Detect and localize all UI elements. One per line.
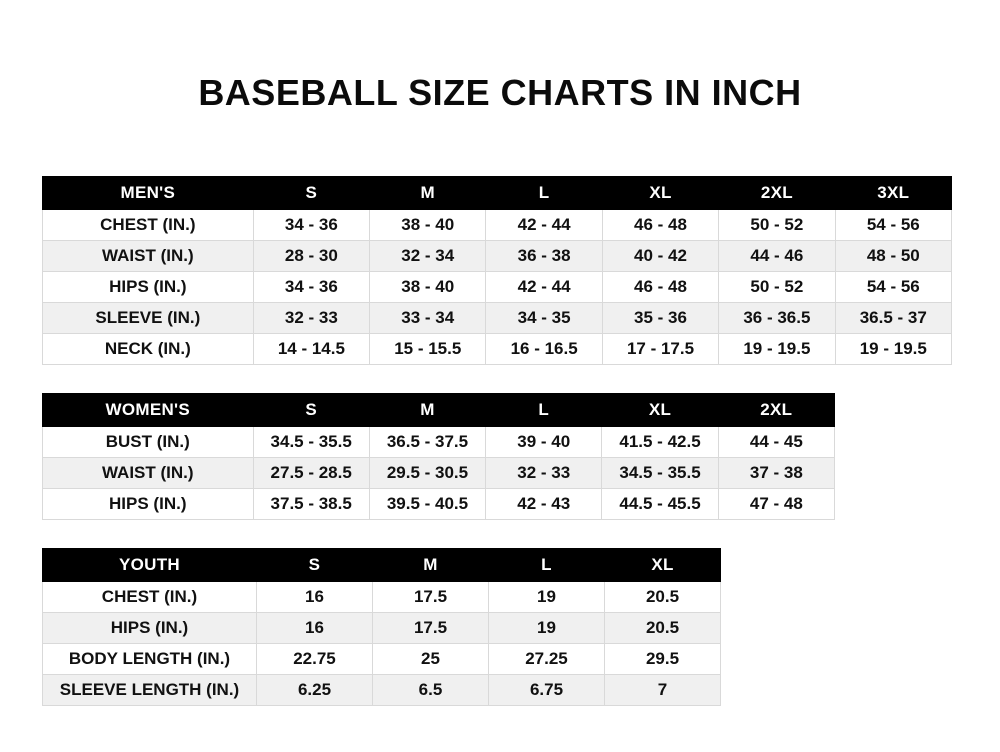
womens-size-table: [42, 393, 835, 520]
youth-table-head: [43, 549, 721, 582]
row-label: SLEEVE (IN.): [43, 303, 254, 334]
womens-table-head: [43, 394, 835, 427]
cell: 34 - 35: [486, 303, 602, 334]
cell: 6.25: [257, 675, 373, 706]
table-row: [43, 458, 835, 489]
cell: 42 - 44: [486, 272, 602, 303]
cell: 37 - 38: [718, 458, 834, 489]
womens-header-m: M: [369, 394, 485, 427]
cell: 19 - 19.5: [835, 334, 951, 365]
cell: 34.5 - 35.5: [253, 427, 369, 458]
cell: 40 - 42: [602, 241, 718, 272]
cell: 17.5: [373, 613, 489, 644]
row-label: CHEST (IN.): [43, 210, 254, 241]
cell: 42 - 43: [486, 489, 602, 520]
cell: 14 - 14.5: [253, 334, 369, 365]
cell: 41.5 - 42.5: [602, 427, 718, 458]
cell: 42 - 44: [486, 210, 602, 241]
cell: 22.75: [257, 644, 373, 675]
table-header-row: [43, 549, 721, 582]
cell: 34.5 - 35.5: [602, 458, 718, 489]
cell: 44 - 45: [718, 427, 834, 458]
mens-header-s: S: [253, 177, 369, 210]
mens-header-xl: XL: [602, 177, 718, 210]
mens-size-table: [42, 176, 952, 365]
cell: 6.5: [373, 675, 489, 706]
cell: 6.75: [489, 675, 605, 706]
cell: 32 - 33: [486, 458, 602, 489]
table-row: [43, 303, 952, 334]
womens-header-category: WOMEN'S: [43, 394, 254, 427]
table-row: [43, 675, 721, 706]
cell: 44.5 - 45.5: [602, 489, 718, 520]
table-header-row: [43, 177, 952, 210]
cell: 38 - 40: [370, 210, 486, 241]
row-label: WAIST (IN.): [43, 458, 254, 489]
cell: 34 - 36: [253, 210, 369, 241]
cell: 15 - 15.5: [370, 334, 486, 365]
cell: 39 - 40: [486, 427, 602, 458]
cell: 33 - 34: [370, 303, 486, 334]
cell: 27.25: [489, 644, 605, 675]
cell: 17 - 17.5: [602, 334, 718, 365]
row-label: HIPS (IN.): [43, 613, 257, 644]
row-label: BODY LENGTH (IN.): [43, 644, 257, 675]
mens-header-3xl: 3XL: [835, 177, 951, 210]
mens-header-l: L: [486, 177, 602, 210]
cell: 36 - 38: [486, 241, 602, 272]
row-label: WAIST (IN.): [43, 241, 254, 272]
table-row: [43, 613, 721, 644]
mens-table-body: [43, 210, 952, 365]
row-label: BUST (IN.): [43, 427, 254, 458]
mens-table-head: [43, 177, 952, 210]
youth-header-xl: XL: [605, 549, 721, 582]
cell: 38 - 40: [370, 272, 486, 303]
cell: 19: [489, 582, 605, 613]
youth-header-category: YOUTH: [43, 549, 257, 582]
cell: 20.5: [605, 582, 721, 613]
table-row: [43, 489, 835, 520]
cell: 16: [257, 613, 373, 644]
cell: 36.5 - 37: [835, 303, 951, 334]
cell: 54 - 56: [835, 272, 951, 303]
cell: 28 - 30: [253, 241, 369, 272]
cell: 32 - 33: [253, 303, 369, 334]
cell: 54 - 56: [835, 210, 951, 241]
youth-header-s: S: [257, 549, 373, 582]
cell: 32 - 34: [370, 241, 486, 272]
cell: 27.5 - 28.5: [253, 458, 369, 489]
womens-header-l: L: [486, 394, 602, 427]
mens-header-2xl: 2XL: [719, 177, 835, 210]
table-row: [43, 644, 721, 675]
cell: 50 - 52: [719, 210, 835, 241]
cell: 25: [373, 644, 489, 675]
womens-table-body: [43, 427, 835, 520]
table-row: [43, 582, 721, 613]
row-label: HIPS (IN.): [43, 489, 254, 520]
mens-header-m: M: [370, 177, 486, 210]
table-row: [43, 334, 952, 365]
cell: 39.5 - 40.5: [369, 489, 485, 520]
row-label: NECK (IN.): [43, 334, 254, 365]
cell: 48 - 50: [835, 241, 951, 272]
cell: 35 - 36: [602, 303, 718, 334]
cell: 36 - 36.5: [719, 303, 835, 334]
cell: 36.5 - 37.5: [369, 427, 485, 458]
cell: 50 - 52: [719, 272, 835, 303]
row-label: SLEEVE LENGTH (IN.): [43, 675, 257, 706]
cell: 20.5: [605, 613, 721, 644]
youth-table-body: [43, 582, 721, 706]
tables-container: [0, 176, 1000, 706]
cell: 17.5: [373, 582, 489, 613]
womens-header-2xl: 2XL: [718, 394, 834, 427]
cell: 46 - 48: [602, 272, 718, 303]
cell: 47 - 48: [718, 489, 834, 520]
row-label: CHEST (IN.): [43, 582, 257, 613]
cell: 44 - 46: [719, 241, 835, 272]
cell: 29.5 - 30.5: [369, 458, 485, 489]
page-title: BASEBALL SIZE CHARTS IN INCH: [198, 72, 802, 113]
womens-header-xl: XL: [602, 394, 718, 427]
cell: 37.5 - 38.5: [253, 489, 369, 520]
cell: 16 - 16.5: [486, 334, 602, 365]
cell: 46 - 48: [602, 210, 718, 241]
table-row: [43, 241, 952, 272]
table-header-row: [43, 394, 835, 427]
cell: 16: [257, 582, 373, 613]
row-label: HIPS (IN.): [43, 272, 254, 303]
table-row: [43, 272, 952, 303]
cell: 19: [489, 613, 605, 644]
womens-header-s: S: [253, 394, 369, 427]
table-row: [43, 427, 835, 458]
table-row: [43, 210, 952, 241]
cell: 29.5: [605, 644, 721, 675]
youth-header-l: L: [489, 549, 605, 582]
mens-header-category: MEN'S: [43, 177, 254, 210]
cell: 34 - 36: [253, 272, 369, 303]
youth-header-m: M: [373, 549, 489, 582]
youth-size-table: [42, 548, 721, 706]
cell: 19 - 19.5: [719, 334, 835, 365]
cell: 7: [605, 675, 721, 706]
